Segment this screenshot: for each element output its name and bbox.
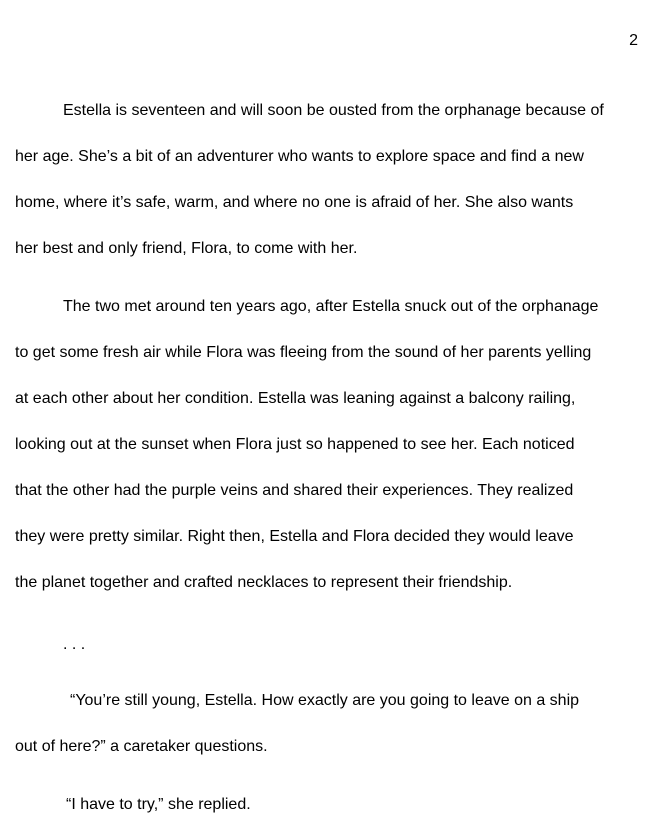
dialogue-line: out of here?” a caretaker questions.	[15, 738, 268, 755]
dialogue-2	[15, 782, 655, 828]
paragraph-line: to get some fresh air while Flora was fleeing from the sound of her parents yelling	[15, 344, 592, 361]
paragraph-line: The two met around ten years ago, after Estella snuck out of the orphanage	[63, 298, 599, 315]
paragraph-line: the planet together and crafted necklaces to represent their friendship.	[15, 574, 513, 591]
paragraph-line: at each other about her condition. Estella was leaning against a balcony railing,	[15, 390, 576, 407]
paragraph-line: her age. She’s a bit of an adventurer who wants to explore space and find a new	[15, 148, 584, 165]
paragraph-line: Estella is seventeen and will soon be ousted from the orphanage because of	[63, 102, 604, 119]
section-separator: . . .	[63, 636, 86, 653]
dialogue-line: “I have to try,” she replied.	[66, 796, 251, 813]
dialogue-line: “You’re still young, Estella. How exactly are you going to leave on a ship	[70, 692, 580, 709]
dialogue-1	[15, 678, 655, 770]
paragraph-2	[15, 284, 655, 606]
paragraph-line: that the other had the purple veins and shared their experiences. They realized	[15, 482, 574, 499]
paragraph-line: looking out at the sunset when Flora just so happened to see her. Each noticed	[15, 436, 575, 453]
paragraph-line: home, where it’s safe, warm, and where no one is afraid of her. She also wants	[15, 194, 574, 211]
paragraph-1	[15, 88, 655, 272]
paragraph-line: her best and only friend, Flora, to come with her.	[15, 240, 358, 257]
paragraph-line: they were pretty similar. Right then, Estella and Flora decided they would leave	[15, 528, 574, 545]
page-number: 2	[629, 32, 638, 49]
body-text	[15, 88, 655, 828]
